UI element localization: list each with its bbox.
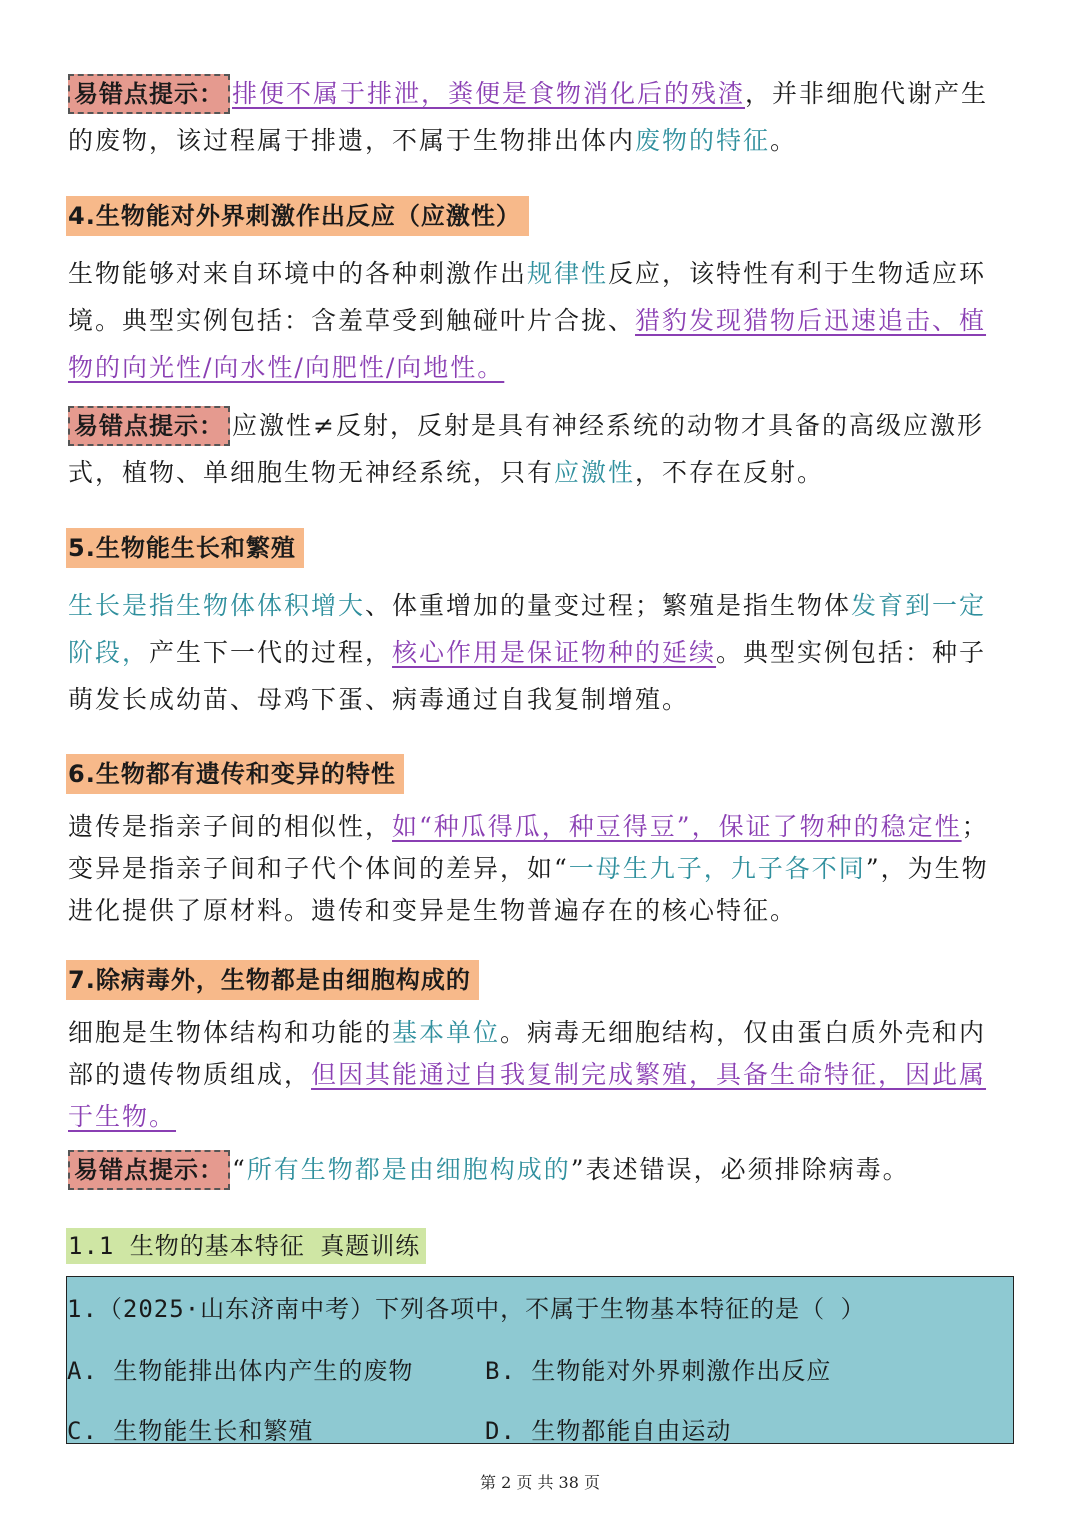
text: “ [232,1155,247,1184]
highlight-text: 规律性 [527,259,609,288]
text: 产生下一代的过程， [149,638,393,667]
option-b: B. 生物能对外界刺激作出反应 [485,1357,832,1385]
question-box [66,1276,1014,1444]
tip-paragraph-1 [68,70,998,164]
option-a: A. 生物能排出体内产生的废物 [67,1357,414,1385]
text: 反应，该特性有利于生物适应环境。典型实例包括：含羞草受到触碰叶片合拢、 [68,259,987,335]
text: 生物能够对来自环境中的各种刺激作出 [68,259,528,288]
highlight-text: 一母生九子，九子各不同 [568,854,866,883]
underlined-text: 猎豹发现猎物后迅速追击、植物的向光性/向水性/向肥性/向地性。 [68,306,987,382]
heading-6: 6.生物都有遗传和变异的特性 [66,754,404,794]
text: ”表述错误，必须排除病毒。 [570,1155,910,1184]
highlight-text: 发育到一定阶段， [68,591,987,667]
text: 应激性≠反射，反射是具有神经系统的动物才具备的高级应激形式，植物、单细胞生物无神经系统，只有 [68,411,984,487]
section-title: 1.1 生物的基本特征 真题训练 [66,1228,426,1264]
highlight-text: 应激性 [554,458,636,487]
text: ，不存在反射。 [635,458,825,487]
text: 细胞是生物体结构和功能的 [68,1018,393,1047]
text: ，并非细胞代谢产生的废物，该过程属于排遗，不属于生物排出体内 [68,79,989,155]
highlight-text: 基本单位 [392,1018,501,1047]
paragraph-5 [68,582,998,723]
underlined-text: 如“种瓜得瓜，种豆得豆”，保证了物种的稳定性 [392,812,962,841]
page-footer: 第 2 页 共 38 页 [480,1473,600,1492]
paragraph-4 [68,250,998,391]
paragraph-7 [68,1012,998,1138]
tip-label: 易错点提示： [68,406,230,446]
tip-label: 易错点提示： [68,74,230,114]
text: 遗传是指亲子间的相似性， [68,812,393,841]
text: 。典型实例包括：种子萌发长成幼苗、母鸡下蛋、病毒通过自我复制增殖。 [68,638,987,714]
highlight-text: 废物的特征 [635,126,771,155]
underlined-text: 排便不属于排泄，粪便是食物消化后的残渣 [232,79,746,108]
text: ；变异是指亲子间和子代个体间的差异，如“ [68,812,989,883]
option-c: C. 生物能生长和繁殖 [67,1417,314,1445]
heading-7: 7.除病毒外，生物都是由细胞构成的 [66,960,479,1000]
heading-5: 5.生物能生长和繁殖 [66,528,304,568]
text: ”，为生物进化提供了原材料。遗传和变异是生物普遍存在的核心特征。 [68,854,989,925]
text: 、体重增加的量变过程；繁殖是指生物体 [365,591,852,620]
option-d: D. 生物都能自由运动 [485,1417,732,1445]
underlined-text: 核心作用是保证物种的延续 [392,638,717,667]
heading-4: 4.生物能对外界刺激作出反应（应激性） [66,196,529,236]
underlined-text: 但因其能通过自我复制完成繁殖，具备生命特征，因此属于生物。 [68,1060,987,1131]
paragraph-6 [68,806,998,932]
tip-paragraph-3 [68,1146,998,1193]
tip-label: 易错点提示： [68,1150,230,1190]
highlight-text: 生长是指生物体体积增大 [68,591,366,620]
text: 。病毒无细胞结构，仅由蛋白质外壳和内部的遗传物质组成， [68,1018,987,1089]
highlight-text: 所有生物都是由细胞构成的 [246,1155,571,1184]
question-stem: 1.（2025·山东济南中考）下列各项中，不属于生物基本特征的是（ ） [67,1295,866,1323]
tip-paragraph-2 [68,402,998,496]
text: 。 [770,126,798,155]
